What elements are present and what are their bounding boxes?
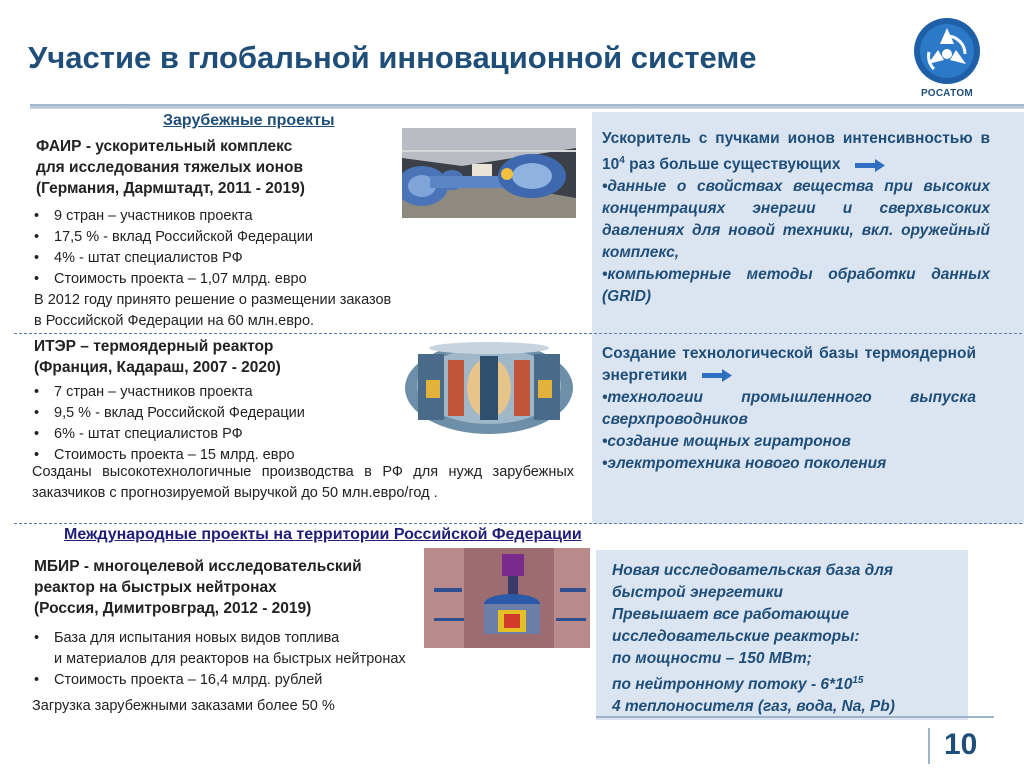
arrow-right-icon [702,369,732,382]
fair-title-line: (Германия, Дармштадт, 2011 - 2019) [36,180,305,197]
fair-title-line: ФАИР - ускорительный комплекс [36,138,293,155]
iter-title-line: (Франция, Кадараш, 2007 - 2020) [34,359,281,376]
fair-intro-text: Ускоритель с пучками ионов интенсивностью в 10 [602,130,990,174]
fair-title [36,136,305,199]
fair-facts-list [32,206,313,290]
list-item-text: База для испытания новых видов топлива [54,630,340,646]
mbir-flux-exponent: 15 [852,675,864,686]
mbir-reactor-image [424,548,590,648]
list-item: • 9,5 % - вклад Российской Федерации [32,403,305,424]
mbir-results-text [612,560,895,718]
mbir-title-line: реактор на быстрых нейтронах [34,579,277,596]
mbir-flux-line [612,670,895,696]
list-item: • 4% - штат специалистов РФ [32,248,313,269]
mbir-title-line: (Россия, Димитровград, 2012 - 2019) [34,600,312,617]
footer-divider [596,716,994,718]
list-item: • 7 стран – участников проекта [32,382,305,403]
logo-text: РОСАТОМ [920,88,974,99]
mbir-result-line: 4 теплоносителя (газ, вода, Na, Pb) [612,698,895,716]
fair-result-item: •данные о свойствах вещества при высоких концентрациях энергии и сверхвысоких давлениях для новой техники, вкл. оружейный комплекс, [602,178,990,262]
mbir-result-line: Новая исследовательская база для [612,562,894,579]
rosatom-emblem-icon [910,14,984,88]
mbir-facts-list [32,628,406,691]
mbir-result-line: быстрой энергетики [612,584,784,601]
page-title: Участие в глобальной инновационной системе [28,40,757,75]
iter-intro-text: Создание технологической базы термоядерной энергетики [602,345,976,384]
iter-note: Созданы высокотехнологичные производства в РФ для нужд зарубежных заказчиков с прогнозируемой выручкой до 50 млн.евро/год . [32,464,574,501]
fair-title-line: для исследования тяжелых ионов [36,159,303,176]
divider-foreign-domestic [14,523,1022,524]
fair-accelerator-photo [402,128,576,218]
section-heading-foreign: Зарубежные проекты [163,112,335,129]
arrow-right-icon [855,159,885,172]
mbir-title [34,556,362,619]
fair-intro-text-end: раз больше существующих [624,156,841,174]
list-item-text-cont: и материалов для реакторов на быстрых нейтронах [54,651,406,667]
iter-title-line: ИТЭР – термоядерный реактор [34,338,274,355]
list-item: • Стоимость проекта – 15 млрд. евро [32,445,305,466]
list-item: • Стоимость проекта – 16,4 млрд. рублей [32,670,406,691]
iter-result-item: •электротехника нового поколения [602,455,887,472]
iter-result-item: •создание мощных гиратронов [602,433,851,450]
divider-fair-iter [14,333,1022,334]
iter-results-text [602,343,976,475]
mbir-result-line: исследовательские реакторы: [612,628,860,645]
section-heading-domestic: Международные проекты на территории Российской Федерации [64,526,582,543]
fair-intro-exponent: 4 [619,155,625,166]
list-item: • 17,5 % - вклад Российской Федерации [32,227,313,248]
mbir-result-line: Превышает все работающие [612,606,850,623]
fair-note-line: В 2012 году принято решение о размещении заказов [34,292,392,308]
list-item: • 6% - штат специалистов РФ [32,424,305,445]
list-item: • 9 стран – участников проекта [32,206,313,227]
rosatom-logo [910,14,984,106]
fair-results-text [602,128,990,308]
iter-result-item: •технологии промышленного выпуска сверхпроводников [602,389,976,428]
mbir-title-line: МБИР - многоцелевой исследовательский [34,558,362,575]
iter-title [34,336,281,378]
iter-facts-list [32,382,305,466]
list-item: • Стоимость проекта – 1,07 млрд. евро [32,269,313,290]
mbir-note: Загрузка зарубежными заказами более 50 % [32,698,335,714]
list-item [32,628,406,670]
mbir-result-line: по мощности – 150 МВт; [612,650,812,667]
page-number: 10 [944,728,978,761]
fair-note-line: в Российской Федерации на 60 млн.евро. [34,313,315,329]
mbir-flux-text: по нейтронному потоку - 6*10 [612,676,853,694]
header-divider [30,104,1024,109]
fair-note [34,290,391,332]
fair-result-item: •компьютерные методы обработки данных (GRID) [602,266,990,306]
iter-reactor-image [400,336,578,440]
page-number-separator [928,728,930,764]
